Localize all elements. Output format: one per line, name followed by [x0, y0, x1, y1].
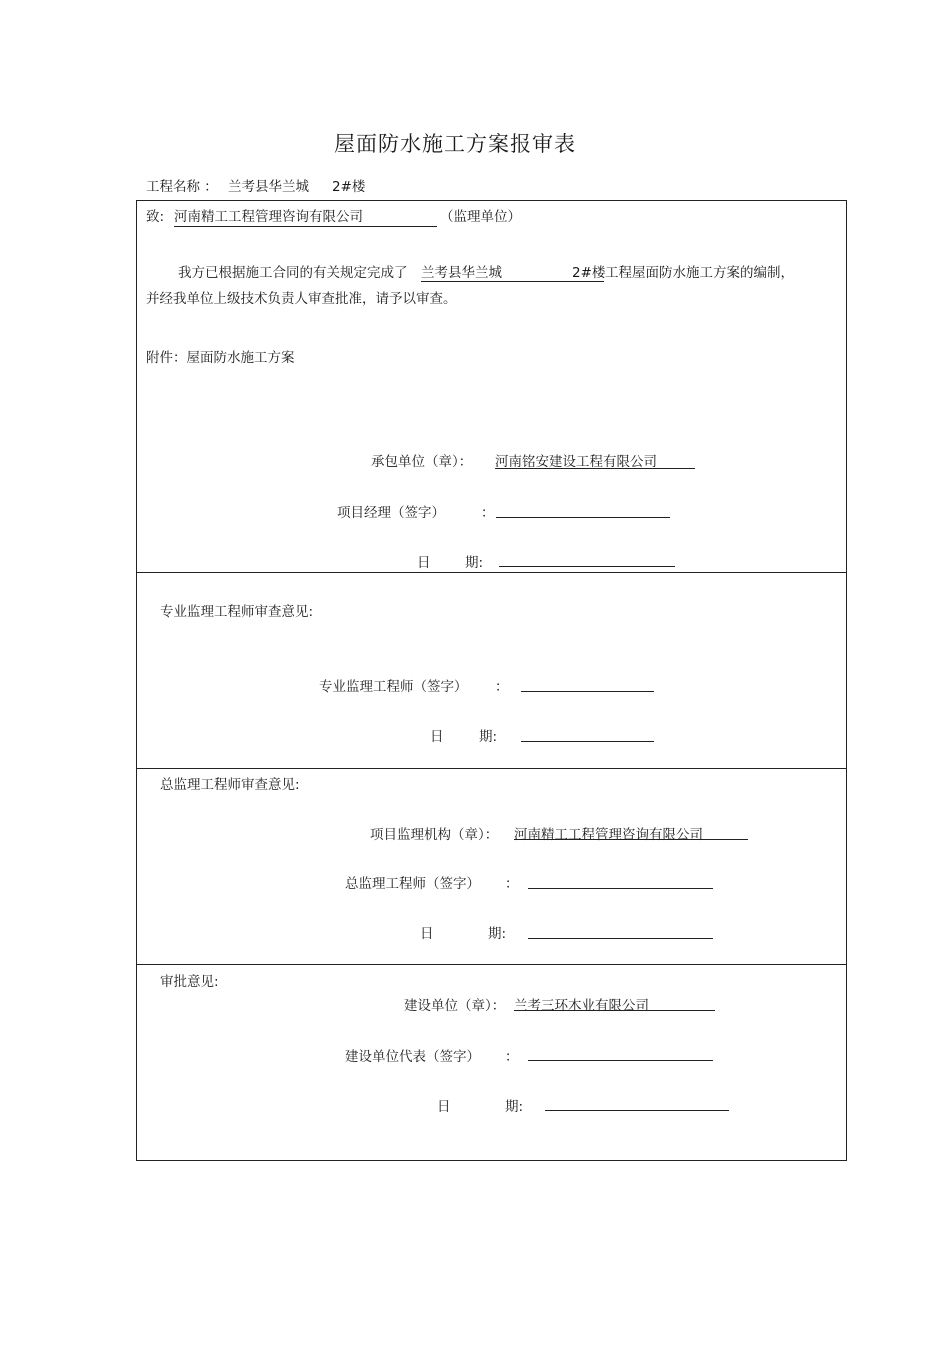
owner-rep-colon: ： — [505, 1049, 519, 1065]
supervision-org-underline — [514, 839, 748, 840]
owner-rep-sign-line — [528, 1060, 713, 1061]
statement-building: 2#楼 — [572, 265, 606, 281]
chief-sign-label: 总监理工程师（签字） — [345, 876, 480, 892]
project-name: 兰考县华兰城 — [228, 179, 309, 195]
row-divider — [136, 768, 847, 769]
engineer-sign-label: 专业监理工程师（签字） — [319, 679, 468, 695]
date-label-ri: 日 — [430, 729, 444, 745]
owner-unit-underline — [514, 1010, 715, 1011]
supervisor-unit-underline — [174, 226, 437, 227]
attachment-note: 附件：屋面防水施工方案 — [146, 350, 295, 366]
engineer-sign-line — [521, 691, 654, 692]
row-divider — [136, 572, 847, 573]
date-label-qi: 期: — [488, 926, 507, 942]
engineer-review-heading: 专业监理工程师审查意见: — [160, 604, 314, 620]
owner-unit-label: 建设单位（章）： — [404, 998, 506, 1014]
date-label-qi: 期: — [465, 555, 484, 571]
manager-sign-colon: ： — [481, 505, 495, 521]
contractor-name: 河南铭安建设工程有限公司 — [495, 454, 657, 470]
supervision-org-name: 河南精工工程管理咨询有限公司 — [514, 827, 703, 843]
engineer-sign-colon: ： — [495, 679, 509, 695]
date-line — [521, 741, 654, 742]
chief-sign-colon: ： — [505, 876, 519, 892]
contractor-underline — [495, 468, 695, 469]
to-label: 致: — [146, 209, 165, 225]
supervisor-unit-name: 河南精工工程管理咨询有限公司 — [174, 209, 363, 225]
date-label-qi: 期: — [505, 1099, 524, 1115]
statement-project: 兰考县华兰城 — [421, 265, 502, 281]
date-label-qi: 期: — [479, 729, 498, 745]
date-line — [528, 938, 713, 939]
date-line — [545, 1110, 729, 1111]
approval-heading: 审批意见: — [160, 974, 219, 990]
supervision-org-label: 项目监理机构（章）： — [370, 827, 499, 843]
chief-sign-line — [528, 888, 713, 889]
building-number: 2#楼 — [332, 179, 366, 195]
owner-unit-name: 兰考三环木业有限公司 — [514, 998, 649, 1014]
contractor-label: 承包单位（章）： — [371, 454, 473, 470]
statement-line-2: 并经我单位上级技术负责人审查批准，请予以审查。 — [146, 291, 457, 307]
manager-sign-line — [496, 517, 670, 518]
owner-rep-label: 建设单位代表（签字） — [345, 1049, 480, 1065]
document-title: 屋面防水施工方案报审表 — [334, 132, 576, 156]
supervisor-unit-suffix: （监理单位） — [440, 209, 521, 225]
form-table — [136, 200, 847, 1161]
project-label: 工程名称 ： — [146, 179, 218, 195]
date-label-ri: 日 — [417, 555, 431, 571]
chief-review-heading: 总监理工程师审查意见: — [160, 777, 300, 793]
statement-suffix: 工程屋面防水施工方案的编制， — [605, 265, 794, 281]
row-divider — [136, 964, 847, 965]
date-line — [499, 566, 675, 567]
statement-prefix: 我方已根据施工合同的有关规定完成了 — [178, 265, 408, 281]
statement-project-underline — [421, 281, 604, 282]
date-label-ri: 日 — [437, 1099, 451, 1115]
manager-sign-label: 项目经理（签字） — [337, 505, 445, 521]
date-label-ri: 日 — [420, 926, 434, 942]
